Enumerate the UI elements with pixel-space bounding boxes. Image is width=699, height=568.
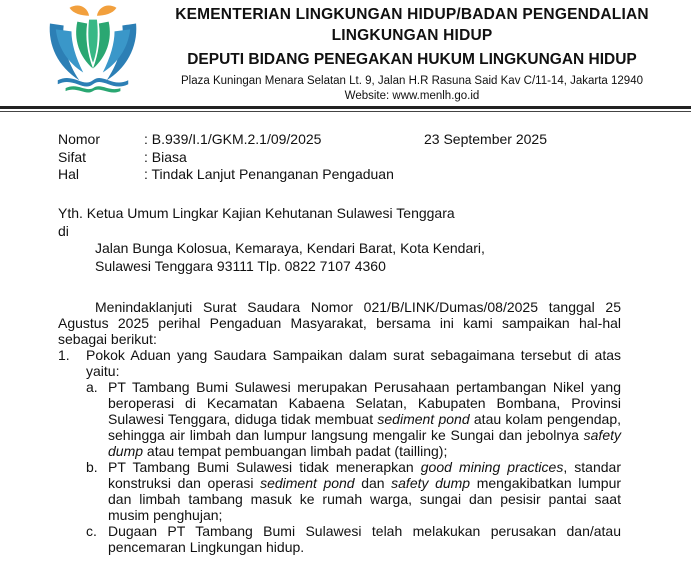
italic-term: good mining practices bbox=[420, 459, 564, 475]
hal-value: : Tindak Lanjut Penanganan Pengaduan bbox=[144, 166, 394, 182]
text-run: PT Tambang Bumi Sulawesi tidak menerapkan bbox=[108, 459, 421, 475]
sub-item-c-marker: c. bbox=[86, 523, 97, 539]
meta-row-nomor bbox=[58, 131, 394, 149]
sub-item-a bbox=[86, 379, 621, 459]
hal-label: Hal bbox=[58, 166, 80, 182]
letter-date: 23 September 2025 bbox=[424, 131, 547, 147]
text-run: dan bbox=[354, 475, 392, 491]
sifat-value: : Biasa bbox=[144, 148, 187, 165]
header-rule-thick bbox=[0, 106, 691, 109]
italic-term: sediment pond bbox=[377, 411, 470, 427]
italic-term: safety dump bbox=[391, 475, 471, 491]
addressee-region: Sulawesi Tenggara 93111 Tlp. 0822 7107 4360 bbox=[95, 257, 386, 274]
addressee-address bbox=[95, 240, 485, 275]
sub-item-b-text bbox=[108, 459, 621, 523]
italic-term: safety dump bbox=[108, 427, 621, 459]
meta-row-hal bbox=[58, 166, 394, 184]
meta-row-sifat bbox=[58, 149, 394, 167]
sub-item-a-text bbox=[108, 379, 621, 459]
text-run: , standar konstruksi dan operasi bbox=[108, 459, 621, 491]
italic-term: sediment pond bbox=[260, 475, 355, 491]
ministry-logo-icon bbox=[44, 2, 142, 94]
sub-item-b bbox=[86, 459, 621, 523]
letterhead-line-3: DEPUTI BIDANG PENEGAKAN HUKUM LINGKUNGAN HIDUP bbox=[187, 51, 637, 68]
sub-item-a-marker: a. bbox=[86, 379, 98, 395]
sub-item-c bbox=[86, 523, 621, 555]
letter-body bbox=[58, 299, 621, 555]
list-item-1-number: 1. bbox=[58, 347, 70, 363]
intro-paragraph: Menindaklanjuti Surat Saudara Nomor 021/B/LINK/Dumas/08/2025 tanggal 25 Agustus 2025 perihal Pengaduan Masyarakat, bersama ini kami sampaikan hal-hal sebagai berikut: bbox=[58, 299, 621, 347]
addressee bbox=[58, 205, 455, 240]
list-item-1-text: Pokok Aduan yang Saudara Sampaikan dalam surat sebagaimana tersebut di atas yaitu: bbox=[86, 347, 621, 379]
text-run: atau tempat pembuangan limbah padat (tailling); bbox=[143, 443, 448, 459]
text-run: PT Tambang Bumi Sulawesi merupakan Perusahaan pertambangan Nikel yang beroperasi di Kecamatan Kabaena Selatan, Kabupaten Bombana, Provinsi Sulawesi Tenggara, diduga tidak membuat bbox=[108, 379, 621, 427]
letterhead bbox=[152, 4, 672, 104]
nomor-label: Nomor bbox=[58, 131, 101, 147]
text-run: mengakibatkan lumpur dan limbah tambang masuk ke rumah warga, sungai dan pesisir pantai saat musim penghujan; bbox=[108, 475, 622, 523]
sub-item-c-text: Dugaan PT Tambang Bumi Sulawesi telah melakukan perusakan dan/atau pencemaran Lingkungan hidup. bbox=[108, 523, 621, 555]
letterhead-line-2: LINGKUNGAN HIDUP bbox=[331, 27, 493, 44]
sifat-label: Sifat bbox=[58, 148, 87, 165]
letterhead-website: Website: www.menlh.go.id bbox=[344, 90, 480, 102]
addressee-di: di bbox=[58, 222, 69, 239]
nomor-value: : B.939/I.1/GKM.2.1/09/2025 bbox=[144, 131, 322, 147]
letterhead-address: Plaza Kuningan Menara Selatan Lt. 9, Jalan H.R Rasuna Said Kav C/11-14, Jakarta 12940 bbox=[181, 75, 643, 87]
addressee-street: Jalan Bunga Kolosua, Kemaraya, Kendari Barat, Kota Kendari, bbox=[95, 240, 485, 256]
list-item-1 bbox=[58, 347, 621, 555]
addressee-to: Yth. Ketua Umum Lingkar Kajian Kehutanan Sulawesi Tenggara bbox=[58, 205, 455, 221]
letterhead-line-1: KEMENTERIAN LINGKUNGAN HIDUP/BADAN PENGENDALIAN bbox=[175, 6, 649, 23]
sub-item-b-marker: b. bbox=[86, 459, 98, 475]
letter-meta bbox=[58, 131, 394, 184]
header-rule-thin bbox=[0, 111, 691, 112]
text-run: atau kolam pengendap, sehingga air limbah dan lumpur langsung mengalir ke Sungai dan jebolnya bbox=[108, 411, 622, 443]
